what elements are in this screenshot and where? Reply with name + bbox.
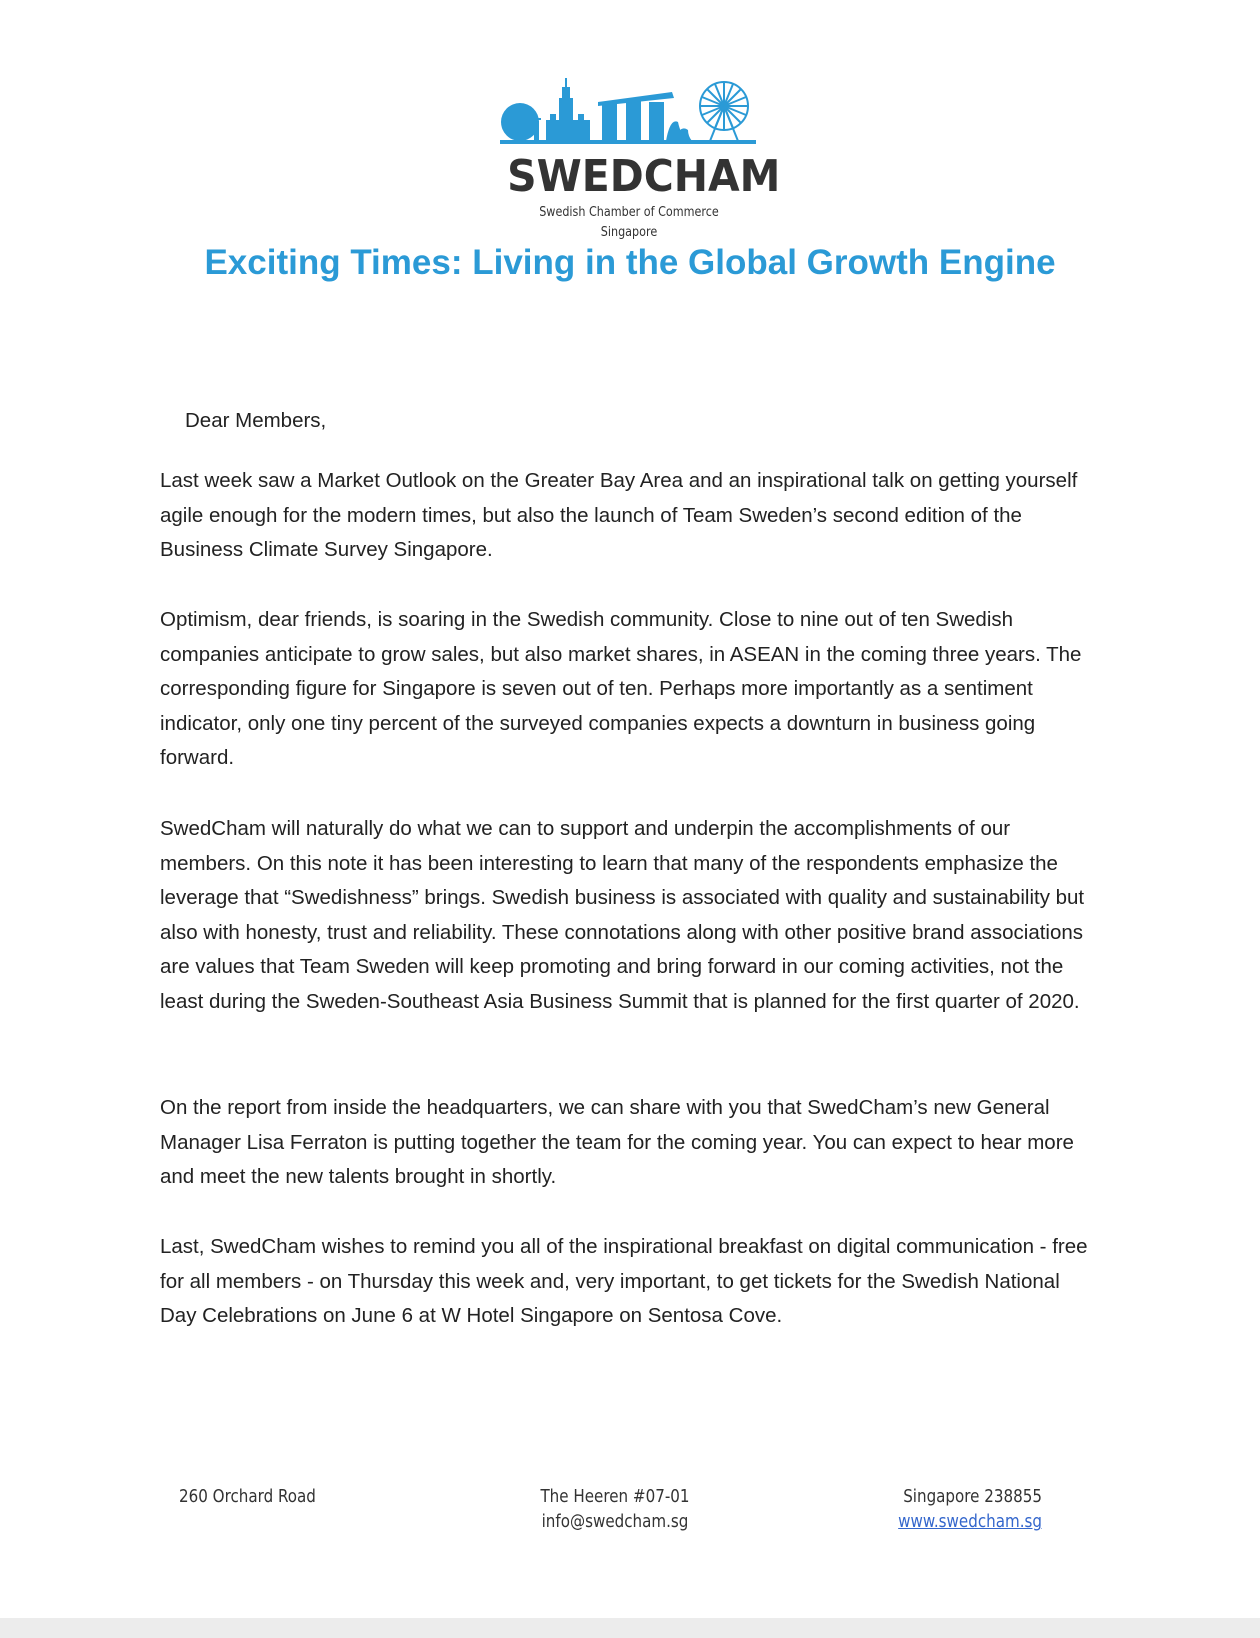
paragraph: Last week saw a Market Outlook on the Greater Bay Area and an inspirational talk on getting yourself agile enough for the modern times, but also the launch of Team Sweden’s second edition of the Business Climate Survey Singapore. <box>160 469 1078 562</box>
paragraph: Last, SwedCham wishes to remind you all of the inspirational breakfast on digital communication - free for all members - on Thursday this week and, very important, to get tickets for the Swedish National Day Celebrations on June 6 at W Hotel Singapore on Sentosa Cove. <box>160 1235 1088 1328</box>
logo-wordmark: SWEDCHAM <box>507 151 781 202</box>
paragraph: On the report from inside the headquarters, we can share with you that SwedCham’s new General Manager Lisa Ferraton is putting together the team for the coming year. You can expect to hear more and meet the new talents brought in shortly. <box>160 1096 1074 1189</box>
footer-website-link[interactable]: www.swedcham.sg <box>898 1511 1042 1532</box>
logo-tagline: Swedish Chamber of Commerce Singapore <box>539 205 719 240</box>
greeting: Dear Members, <box>185 409 327 432</box>
footer-building: The Heeren #07-01 <box>540 1486 690 1507</box>
paragraph: Optimism, dear friends, is soaring in the Swedish community. Close to nine out of ten Swedish companies anticipate to grow sales, but also market shares, in ASEAN in the coming three years. The corresponding figure for Singapore is seven out of ten. Perhaps more importantly as a sentiment indicator, only one tiny percent of the surveyed companies expects a downturn in business going forward. <box>160 608 1082 770</box>
footer-address: 260 Orchard Road <box>179 1486 316 1507</box>
skyline-icon <box>498 78 760 150</box>
footer-postcode: Singapore 238855 <box>903 1486 1042 1507</box>
swedcham-logo <box>498 78 781 240</box>
page-title: Exciting Times: Living in the Global Growth Engine <box>204 243 1056 282</box>
page-bottom-edge <box>0 1618 1260 1638</box>
footer-email[interactable]: info@swedcham.sg <box>541 1511 689 1532</box>
paragraph: SwedCham will naturally do what we can to support and underpin the accomplishments of our members. On this note it has been interesting to learn that many of the respondents emphasize the leverage that “Swedishness” brings. Swedish business is associated with quality and sustainability but also with honesty, trust and reliability. These connotations along with other positive brand associations are values that Team Sweden will keep promoting and bring forward in our coming activities, not the least during the Sweden-Southeast Asia Business Summit that is planned for the first quarter of 2020. <box>160 817 1085 1013</box>
